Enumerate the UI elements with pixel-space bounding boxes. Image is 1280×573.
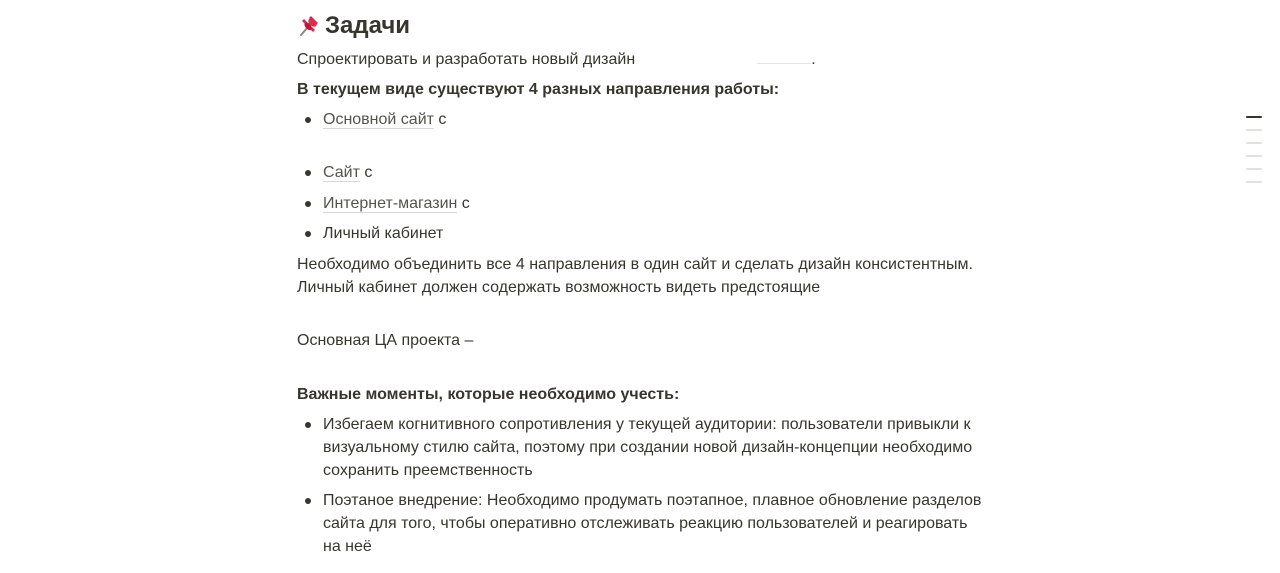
- list-item: [297, 108, 987, 131]
- audience-text: Основная ЦА проекта –: [297, 332, 474, 349]
- personal-account-text: Личный кабинет: [323, 225, 444, 242]
- list-item: [297, 222, 987, 245]
- main-site-link[interactable]: Основной сайт: [323, 111, 434, 128]
- site-link[interactable]: Сайт: [323, 164, 360, 181]
- bullet-icon: [305, 170, 311, 176]
- important-item-text: Избегаем когнитивного сопротивления у текущей аудитории: пользователи привыкли к визуальному стилю сайта, поэтому при создании новой дизайн-концепции необходимо сохранить преемственность: [323, 416, 973, 479]
- intro-period: .: [811, 51, 816, 68]
- intro-paragraph: [297, 48, 816, 71]
- outline-mark-active[interactable]: [1246, 116, 1262, 118]
- page-title: [297, 8, 410, 44]
- merge-line-2: Личный кабинет должен содержать возможность видеть предстоящие: [297, 279, 821, 296]
- redacted-link[interactable]: [757, 50, 811, 64]
- directions-title: В текущем виде существуют 4 разных направления работы:: [297, 81, 780, 98]
- bullet-icon: [305, 201, 311, 207]
- outline-mark[interactable]: [1246, 129, 1262, 131]
- bullet-icon: [305, 498, 311, 504]
- bullet-icon: [305, 117, 311, 123]
- outline-mark[interactable]: [1246, 181, 1262, 183]
- table-of-contents-outline[interactable]: [1246, 116, 1262, 194]
- list-item: [297, 161, 987, 184]
- important-title: Важные моменты, которые необходимо учесть:: [297, 386, 680, 403]
- list-item: [297, 192, 987, 215]
- pushpin-icon: [297, 14, 321, 38]
- online-store-link[interactable]: Интернет-магазин: [323, 195, 458, 212]
- outline-mark[interactable]: [1246, 142, 1262, 144]
- list-item: [297, 413, 987, 482]
- bullet-icon: [305, 422, 311, 428]
- list-item-suffix: с: [359, 164, 373, 181]
- page-title-text: Задачи: [325, 12, 411, 39]
- outline-mark[interactable]: [1246, 168, 1262, 170]
- list-item-suffix: с: [457, 195, 470, 212]
- list-item: [297, 489, 987, 558]
- bullet-icon: [305, 231, 311, 237]
- list-item-suffix: с: [433, 111, 447, 128]
- intro-text: Спроектировать и разработать новый дизайн: [297, 51, 636, 68]
- merge-line-1: Необходимо объединить все 4 направления в один сайт и сделать дизайн консистентным.: [297, 256, 973, 273]
- important-item-text: Поэтаное внедрение: Необходимо продумать поэтапное, плавное обновление разделов сайта для того, чтобы оперативно отслеживать реакцию пользователей и реагировать на неё: [323, 492, 982, 555]
- outline-mark[interactable]: [1246, 155, 1262, 157]
